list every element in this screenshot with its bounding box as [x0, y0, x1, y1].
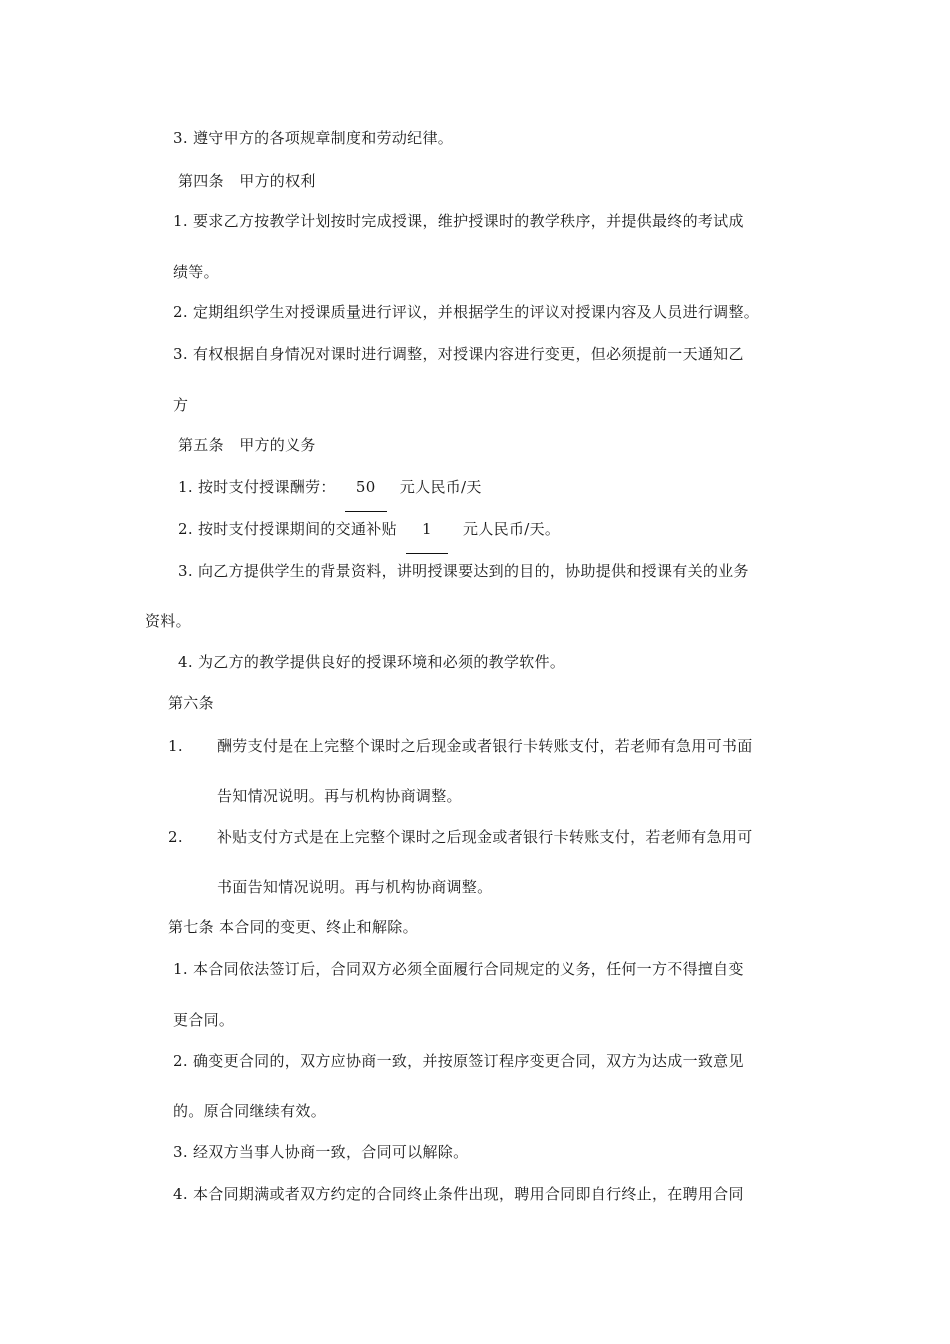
article-7-item-4: 4. 本合同期满或者双方约定的合同终止条件出现，聘用合同即自行终止，在聘用合同 [173, 1185, 744, 1203]
fee-blank: 50 [345, 477, 387, 512]
article-4-item-1-cont: 绩等。 [173, 263, 219, 281]
article-7-item-2: 2. 确变更合同的，双方应协商一致，并按原签订程序变更合同，双方为达成一致意见 [173, 1052, 744, 1070]
article-4-item-2: 2. 定期组织学生对授课质量进行评议，并根据学生的评议对授课内容及人员进行调整。 [173, 303, 760, 321]
article-6-item-2-cont: 书面告知情况说明。再与机构协商调整。 [217, 878, 493, 896]
fee-unit: 元人民币/天 [399, 478, 482, 496]
subsidy-blank: 1 [406, 519, 448, 554]
article-4-item-1: 1. 要求乙方按教学计划按时完成授课，维护授课时的教学秩序，并提供最终的考试成 [173, 212, 744, 230]
article-7-item-2-cont: 的。原合同继续有效。 [173, 1102, 327, 1120]
article-6-item-2-number: 2. [168, 828, 183, 846]
article-5-item-4: 4. 为乙方的教学提供良好的授课环境和必须的教学软件。 [178, 653, 566, 671]
subsidy-unit: 元人民币/天。 [463, 520, 561, 538]
article-5-heading: 第五条 甲方的义务 [178, 436, 316, 454]
article-5-item-3-cont: 资料。 [145, 612, 191, 630]
article-7-item-3: 3. 经双方当事人协商一致，合同可以解除。 [173, 1143, 469, 1161]
article-6-item-1-number: 1. [168, 737, 183, 755]
article-7-item-1: 1. 本合同依法签订后，合同双方必须全面履行合同规定的义务，任何一方不得擅自变 [173, 960, 744, 978]
article-6-item-1: 酬劳支付是在上完整个课时之后现金或者银行卡转账支付，若老师有急用可书面 [217, 737, 753, 755]
article-6-heading: 第六条 [168, 694, 214, 712]
item-1-text: 1. 按时支付授课酬劳： [178, 478, 336, 496]
article-6-item-1-cont: 告知情况说明。再与机构协商调整。 [217, 787, 462, 805]
article-5-item-2 [178, 519, 560, 540]
article-4-item-3-cont: 方 [173, 396, 189, 414]
item-2-text: 2. 按时支付授课期间的交通补贴 [178, 520, 397, 538]
clause-3-obligation-discipline: 3. 遵守甲方的各项规章制度和劳动纪律。 [173, 129, 454, 147]
article-7-item-1-cont: 更合同。 [173, 1011, 235, 1029]
article-4-item-3: 3. 有权根据自身情况对课时进行调整，对授课内容进行变更，但必须提前一天通知乙 [173, 345, 744, 363]
article-7-heading: 第七条 本合同的变更、终止和解除。 [168, 918, 418, 936]
article-4-heading: 第四条 甲方的权利 [178, 172, 316, 190]
article-6-item-2: 补贴支付方式是在上完整个课时之后现金或者银行卡转账支付，若老师有急用可 [217, 828, 753, 846]
article-5-item-1 [178, 477, 482, 498]
article-5-item-3: 3. 向乙方提供学生的背景资料，讲明授课要达到的目的，协助提供和授课有关的业务 [178, 562, 749, 580]
